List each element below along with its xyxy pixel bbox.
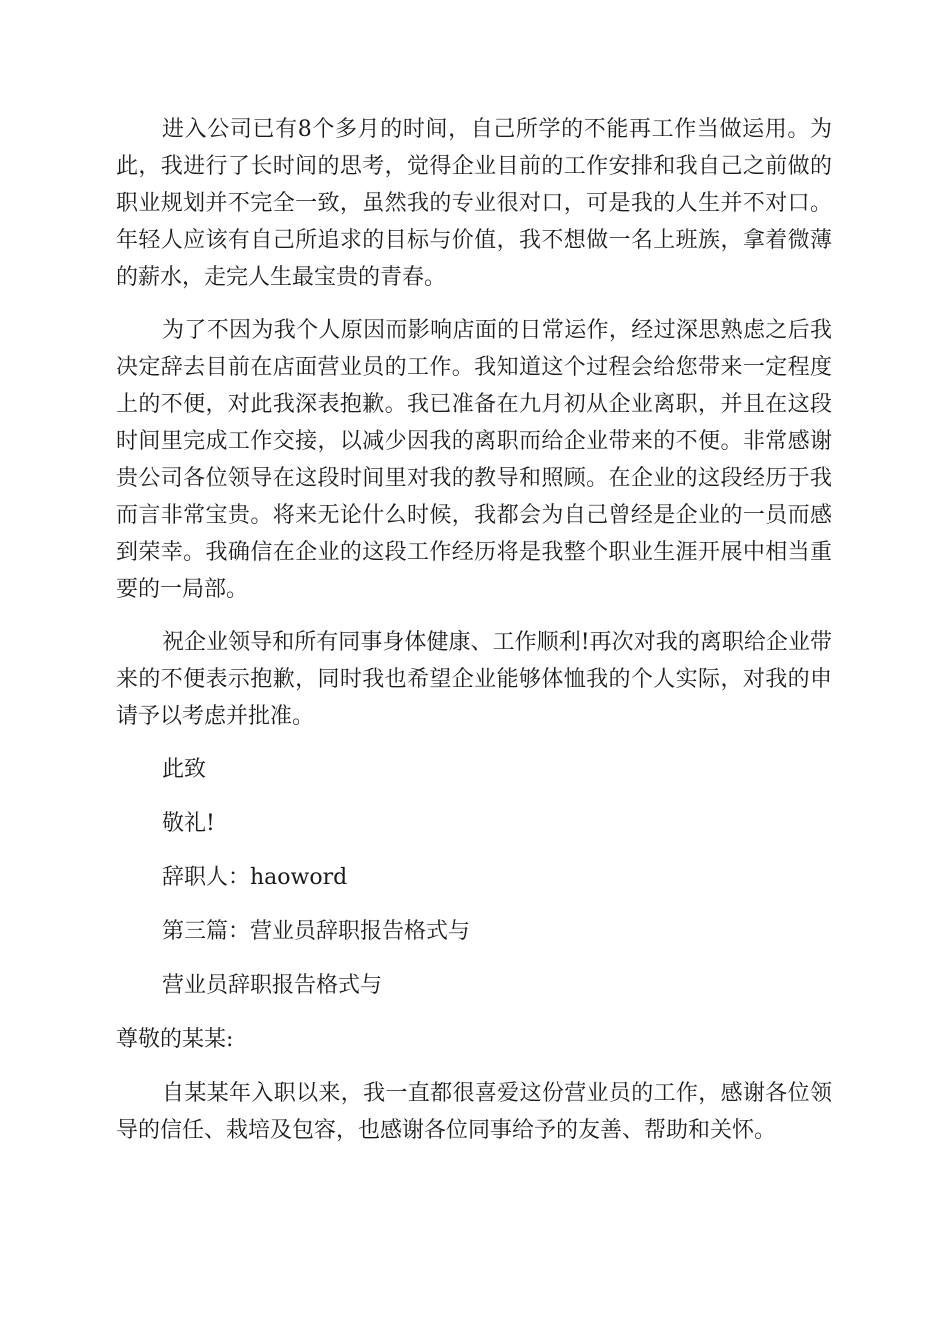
document-page — [116, 111, 832, 1165]
closing-line-1: 此致 — [162, 757, 207, 782]
body-paragraph-1: 进入公司已有8个多月的时间，自己所学的不能再工作当做运用。为此，我进行了长时间的思考，觉得企业目前的工作安排和我自己之前做的职业规划并不完全一致，虽然我的专业很对口，可是我的人生并不对口。年轻人应该有自己所追求的目标与价值，我不想做一名上班族，拿着微薄的薪水，走完人生最宝贵的青春。 — [116, 117, 832, 290]
final-paragraph: 自某某年入职以来，我一直都很喜爱这份营业员的工作，感谢各位领导的信任、栽培及包容，也感谢各位同事给予的友善、帮助和关怀。 — [116, 1081, 832, 1143]
signature-line: 辞职人：haoword — [162, 865, 348, 890]
body-paragraph-2: 为了不因为我个人原因而影响店面的日常运作，经过深思熟虑之后我决定辞去目前在店面营业员的工作。我知道这个过程会给您带来一定程度上的不便，对此我深表抱歉。我已准备在九月初从企业离职，并且在这段时间里完成工作交接，以减少因我的离职而给企业带来的不便。非常感谢贵公司各位领导在这段时间里对我的教导和照顾。在企业的这段经历于我而言非常宝贵。将来无论什么时候，我都会为自己曾经是企业的一员而感到荣幸。我确信在企业的这段工作经历将是我整个职业生涯开展中相当重要的一局部。 — [116, 318, 832, 602]
closing-line-2: 敬礼! — [162, 811, 215, 836]
section-title: 营业员辞职报告格式与 — [162, 973, 383, 998]
salutation: 尊敬的某某: — [116, 1027, 234, 1052]
section-heading: 第三篇：营业员辞职报告格式与 — [162, 919, 471, 944]
body-paragraph-3: 祝企业领导和所有同事身体健康、工作顺利!再次对我的离职给企业带来的不便表示抱歉，同时我也希望企业能够体恤我的个人实际，对我的申请予以考虑并批准。 — [116, 630, 832, 729]
